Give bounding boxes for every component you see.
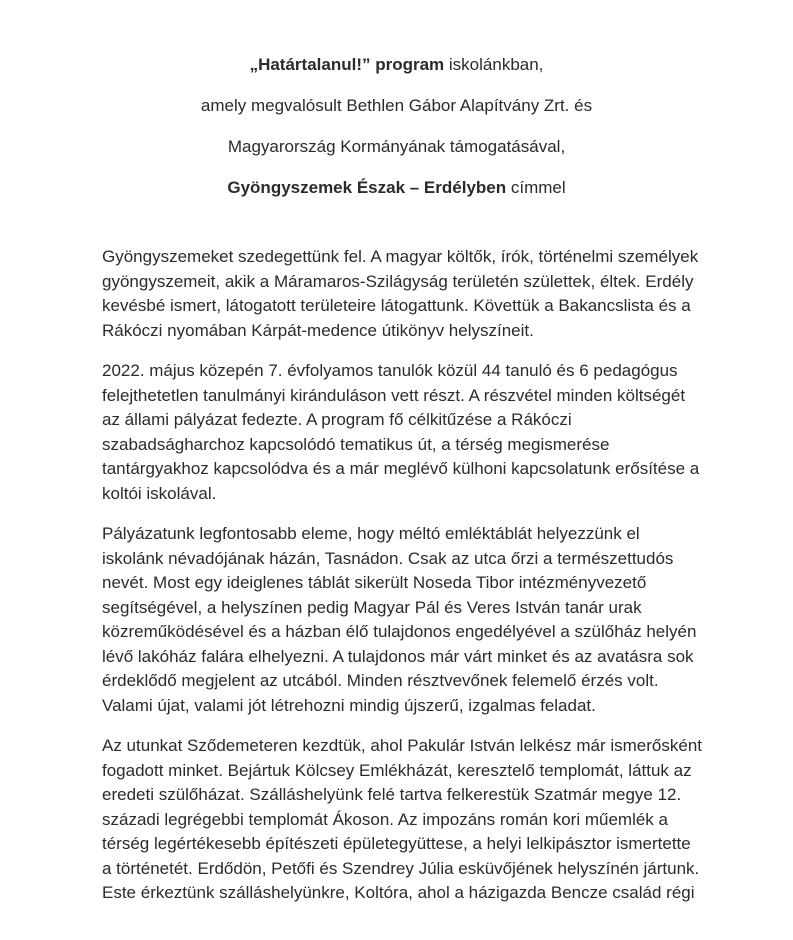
paragraph-line: századi legrégebbi templomát Ákoson. Az impozáns román kori műemlék a: [102, 809, 668, 829]
paragraph-4: [102, 734, 722, 906]
paragraph-3: [102, 522, 722, 718]
paragraph-line: Rákóczi nyomában Kárpát-medence útikönyv helyszíneit.: [102, 320, 534, 340]
paragraph-line: érdeklődő megjelent az utcából. Minden résztvevőnek felemelő érzés volt.: [102, 671, 659, 690]
header-line-2: amely megvalósult Bethlen Gábor Alapítvány Zrt. és: [200, 96, 593, 115]
paragraph-line: Pályázatunk legfontosabb eleme, hogy méltó emléktáblát helyezzünk el: [102, 524, 640, 543]
header-line-3: Magyarország Kormányának támogatásával,: [227, 137, 566, 156]
document-header: [0, 44, 793, 208]
paragraph-line: Az utunkat Sződemeteren kezdtük, ahol Pakulár István lelkész már ismerősként: [102, 736, 703, 755]
paragraph-line: kevésbé ismert, látogatott területeire látogattunk. Követtük a Bakancslista és a: [102, 296, 691, 315]
paragraph-line: iskolánk névadójának házán, Tasnádon. Csak az utca őrzi a természettudós: [102, 548, 674, 568]
paragraph-line: 2022. május közepén 7. évfolyamos tanulók közül 44 tanuló és 6 pedagógus: [102, 361, 678, 380]
paragraph-2: [102, 359, 722, 506]
paragraph-line: Gyöngyszemeket szedegettünk fel. A magyar költők, írók, történelmi személyek: [102, 247, 699, 266]
paragraph-line: a történetét. Erdődön, Petőfi és Szendrey Júlia esküvőjének helyszínén jártunk.: [102, 858, 700, 878]
paragraph-line: tantárgyakhoz kapcsolódva és a már meglévő külhoni kapcsolatunk erősítése a: [102, 459, 700, 478]
paragraph-line: közreműködésével és a házban élő tulajdonos engedélyével a szülőház helyén: [102, 622, 697, 641]
paragraph-line: fogadott minket. Bejártuk Kölcsey Emlékházát, keresztelő templomát, láttuk az: [102, 760, 692, 780]
paragraph-line: segítségével, a helyszínen pedig Magyar Pál és Veres István tanár urak: [102, 597, 642, 617]
paragraph-line: Valami újat, valami jót létrehozni mindig újszerű, izgalmas feladat.: [102, 695, 596, 715]
header-line-4: [0, 167, 793, 208]
header-line-1: [0, 44, 793, 85]
paragraph-line: térség legértékesebb építészeti épületegyüttese, a helyi lelkipásztor ismertette: [102, 834, 691, 853]
paragraph-line: szabadságharchoz kapcsolódó tematikus út, a térség megismerése: [102, 434, 610, 454]
paragraph-line: nevét. Most egy ideiglenes táblát sikerült Noseda Tibor intézményvezető: [102, 573, 647, 592]
trip-title: Gyöngyszemek Észak – Erdélyben: [227, 178, 507, 197]
document-body: [102, 245, 722, 922]
paragraph-line: koltói iskolával.: [102, 483, 217, 503]
paragraph-line: gyöngyszemeit, akik a Máramaros-Szilágyság területén születtek, éltek. Erdély: [102, 271, 694, 291]
paragraph-line: Este érkeztünk szálláshelyünkre, Koltóra, ahol a házigazda Bencze család régi: [102, 883, 695, 902]
paragraph-1: [102, 245, 722, 343]
paragraph-line: az állami pályázat fedezte. A program fő célkitűzése a Rákóczi: [102, 410, 572, 429]
paragraph-line: eredeti szülőházat. Szálláshelyünk felé tartva felkerestük Szatmár megye 12.: [102, 785, 682, 804]
paragraph-line: lévő lakóház falára elhelyezni. A tulajdonos már várt minket és az avatásra sok: [102, 646, 694, 666]
program-title: „Határtalanul!” program: [249, 55, 445, 74]
header-line-4-rest: címmel: [506, 178, 566, 197]
header-line-1-rest: iskolánkban,: [444, 55, 544, 74]
paragraph-line: felejthetetlen tanulmányi kiránduláson vett részt. A részvétel minden költségét: [102, 385, 686, 405]
